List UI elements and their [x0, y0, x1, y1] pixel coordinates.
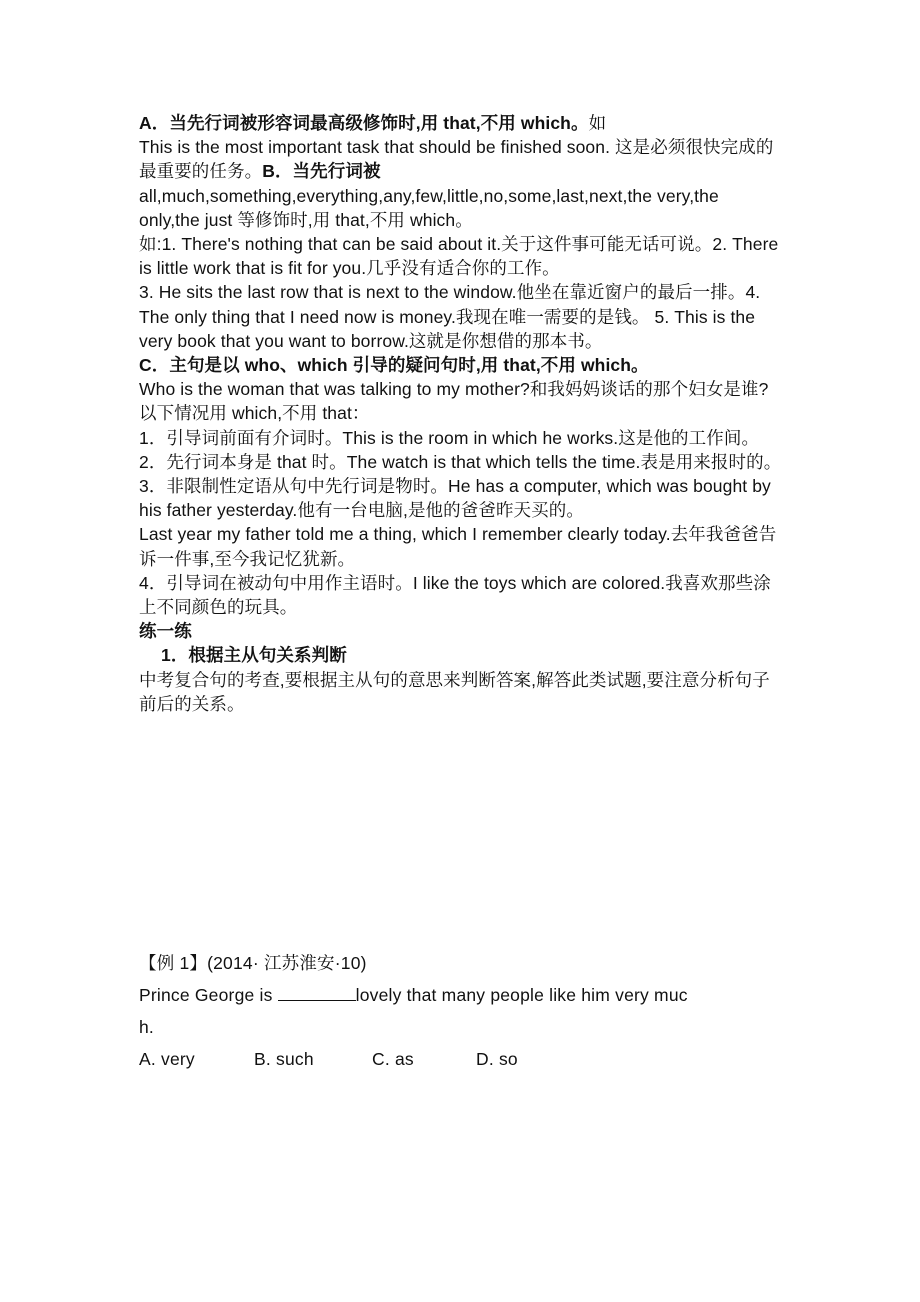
example-1-stem	[139, 979, 789, 1011]
practice-title: 练一练	[139, 621, 192, 642]
rule-a-heading: A．当先行词被形容词最高级修饰时,用 that,不用 which。	[139, 113, 589, 133]
which-rule-3: 3．非限制性定语从句中先行词是物时。He has a computer, which was bought by his father yesterday.他有一台电脑,是他的爸爸昨天买的。	[139, 476, 771, 521]
rule-b-tail: 等修饰时,用 that,不用 which。	[237, 209, 473, 230]
which-rules-heading: 以下情况用 which,不用 that：	[139, 403, 370, 424]
rule-b-examples	[139, 232, 784, 353]
which-rule-4: 4．引导词在被动句中用作主语时。I like the toys which are colored.我喜欢那些涂上不同颜色的玩具。	[139, 572, 771, 618]
example-1-stem-after: lovely that many people like him very muc	[355, 985, 688, 1005]
option-b[interactable]: B. such	[254, 1049, 314, 1069]
rule-b-example-1: 1. There's nothing that can be said about it.关于这件事可能无话可说。	[161, 234, 713, 255]
example-1-options	[139, 1043, 789, 1075]
example-1-label: 【例 1】(2014· 江苏淮安·10)	[139, 953, 367, 973]
rule-a-heading-tail: 如	[588, 113, 607, 133]
rule-a-example-zh: 这是必须很快完成的最重要的任务。	[139, 137, 774, 182]
practice-subtitle: 1．根据主从句关系判断	[161, 645, 347, 666]
rule-b-example-4: 4. The only thing that I need now is money.我现在唯一需要的是钱。	[139, 282, 761, 327]
rule-c-example: Who is the woman that was talking to my mother?和我妈妈谈话的那个妇女是谁?	[139, 379, 769, 400]
example-1-stem-wrap: h.	[139, 1017, 154, 1037]
rule-c-heading: C．主句是以 who、which 引导的疑问句时,用 that,不用 which。	[139, 355, 649, 376]
rule-b-heading: B．当先行词被	[262, 161, 381, 182]
practice-intro: 中考复合句的考查,要根据主从句的意思来判断答案,解答此类试题,要注意分析句子前后的关系。	[139, 669, 770, 714]
example-1	[139, 947, 789, 1075]
rule-b-example-5: 5. This is the very book that you want to borrow.这就是你想借的那本书。	[139, 306, 756, 351]
which-rule-2: 2．先行词本身是 that 时。The watch is that which tells the time.表是用来报时的。	[139, 451, 782, 472]
option-c[interactable]: C. as	[372, 1049, 414, 1069]
rule-a-paragraph	[139, 111, 784, 232]
example-1-stem-before: Prince George is	[139, 985, 273, 1005]
option-a[interactable]: A. very	[139, 1049, 195, 1069]
which-rule-1: 1．引导词前面有介词时。This is the room in which he works.这是他的工作间。	[139, 427, 760, 448]
rule-a-example-en: This is the most important task that should be finished soon.	[139, 137, 611, 158]
document-body	[139, 111, 784, 716]
option-d[interactable]: D. so	[476, 1049, 518, 1069]
rule-b-modifiers: all,much,something,everything,any,few,little,no,some,last,next,the very,the only,the just	[139, 185, 719, 230]
rule-b-example-3: 3. He sits the last row that is next to the window.他坐在靠近窗户的最后一排。	[139, 282, 746, 303]
answer-blank[interactable]	[278, 986, 356, 1001]
rule-b-examples-prefix: 如:	[139, 234, 162, 255]
which-rule-3-extra: Last year my father told me a thing, which I remember clearly today.去年我爸爸告诉一件事,至今我记忆犹新。	[139, 524, 777, 569]
rule-b-example-2: 2. There is little work that is fit for you.几乎没有适合你的工作。	[139, 234, 779, 279]
